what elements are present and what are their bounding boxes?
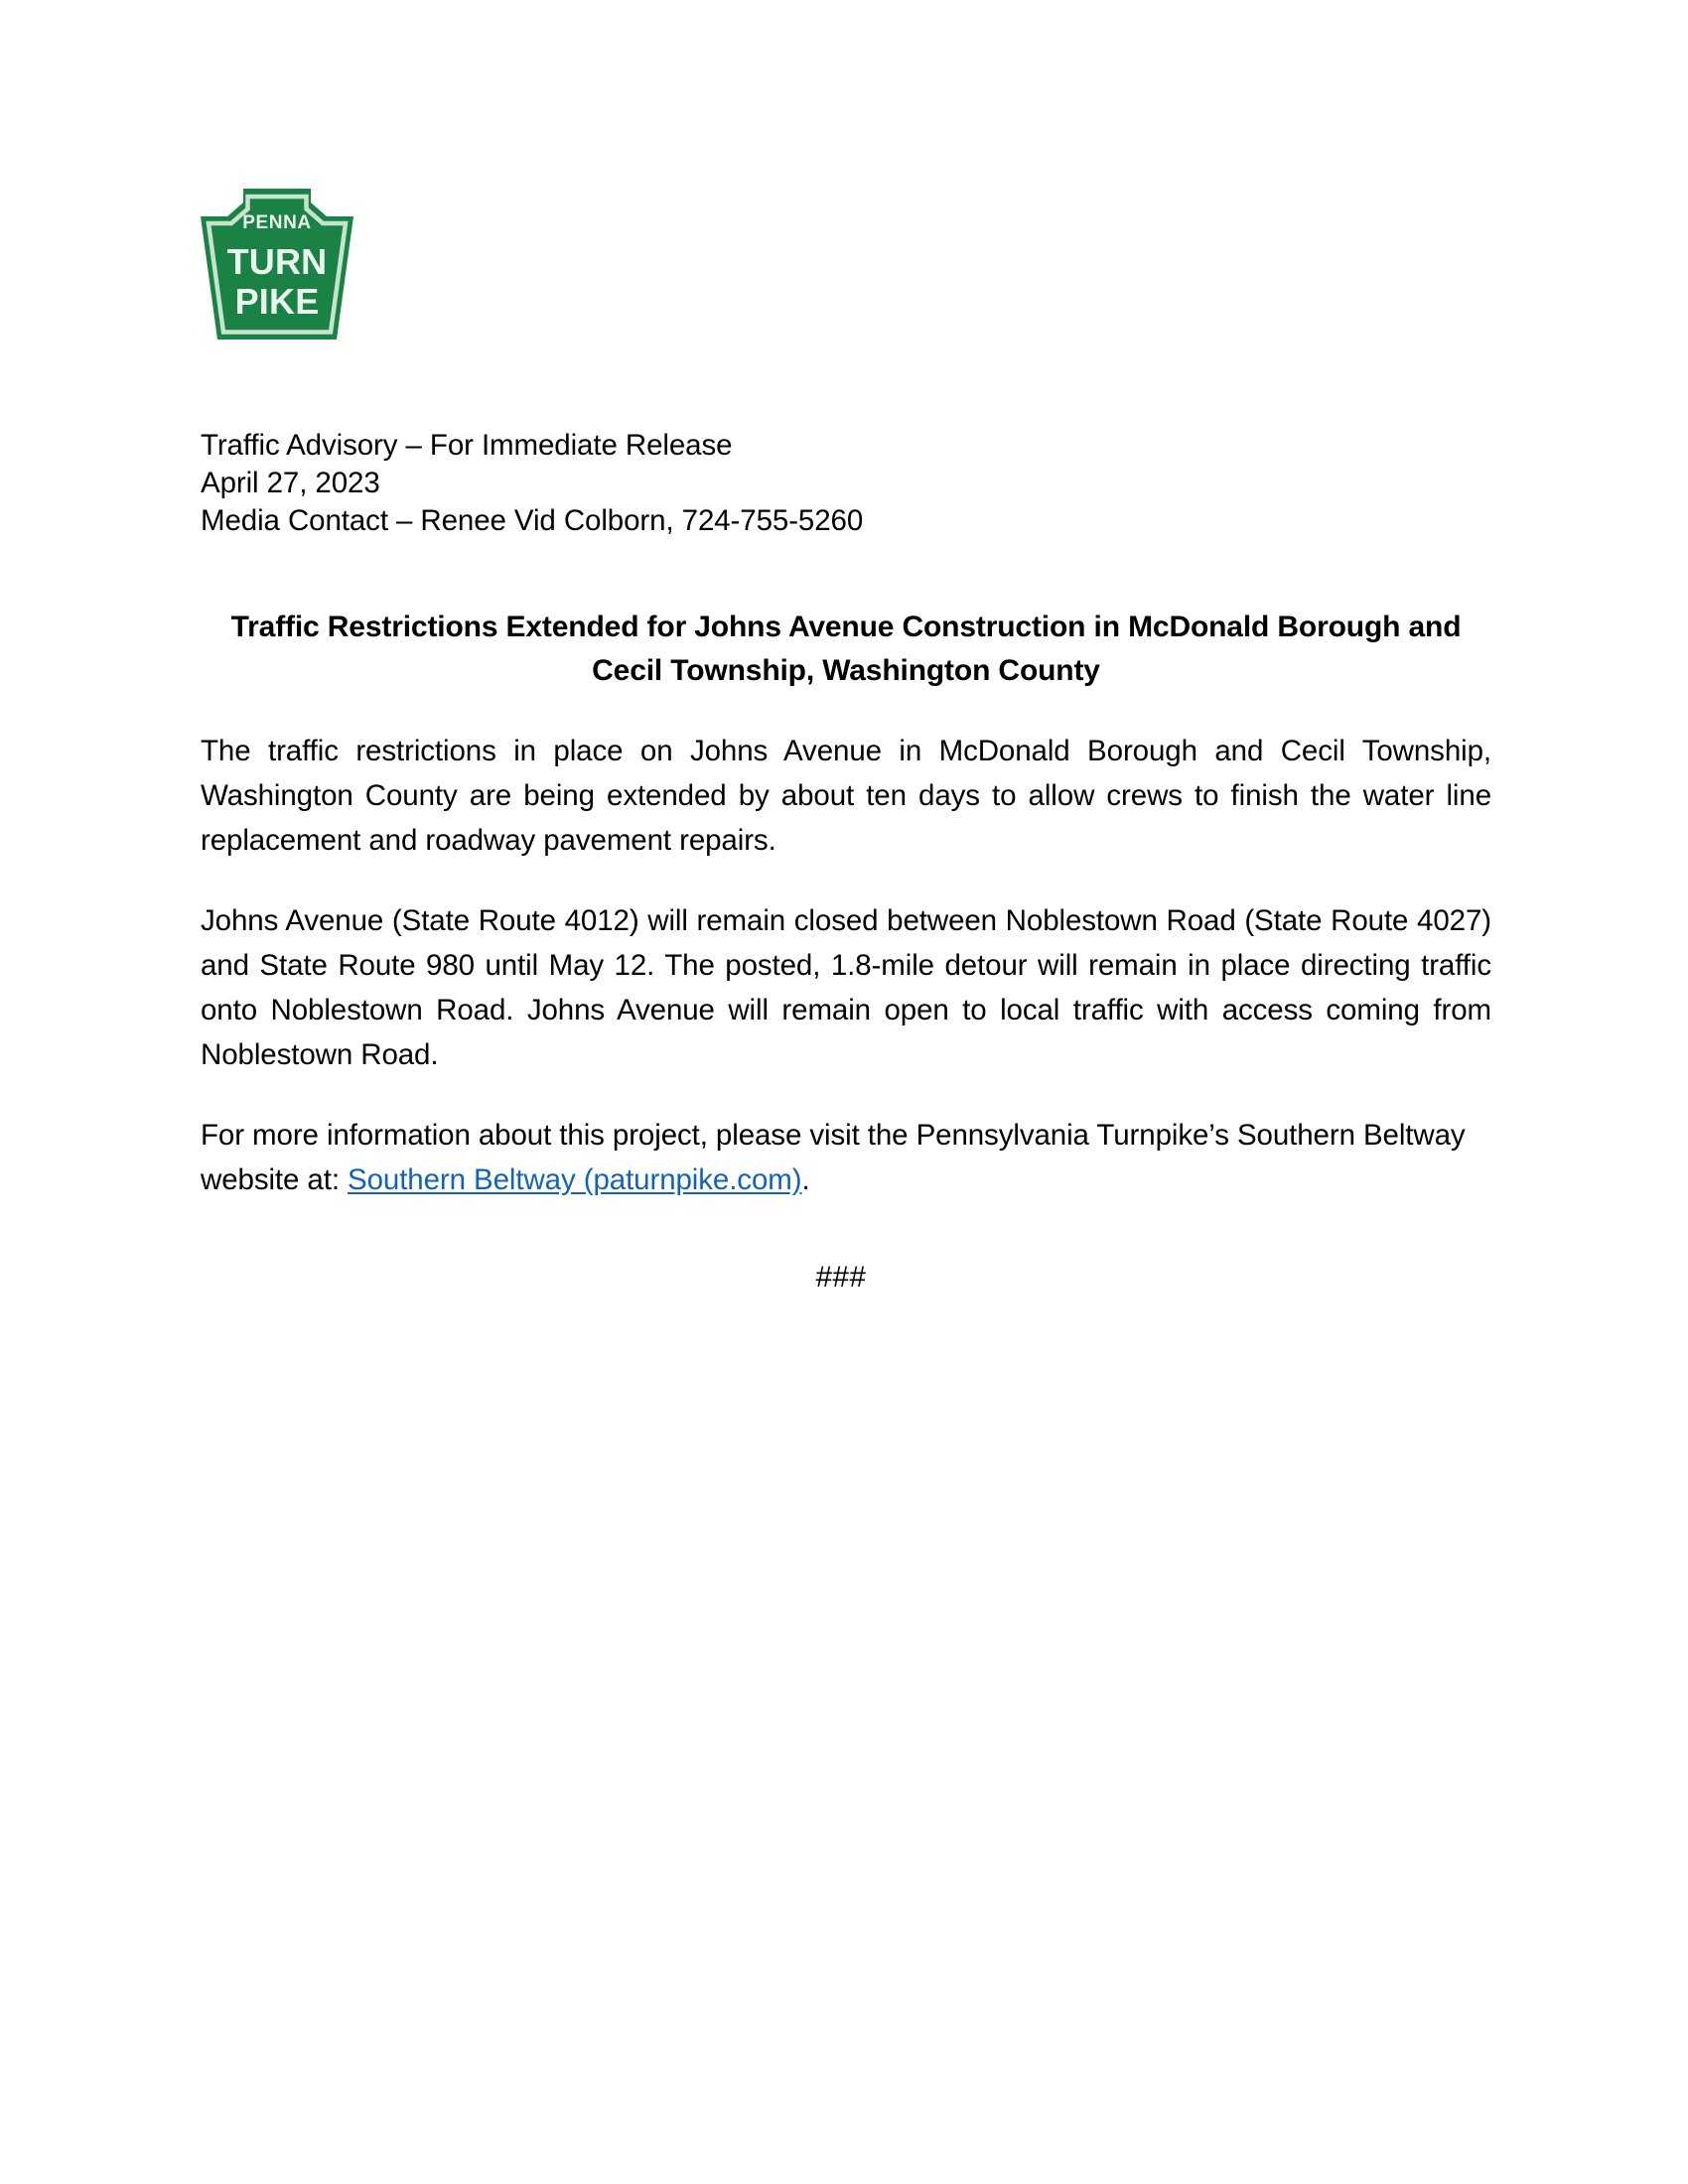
- release-meta-block: [201, 427, 1491, 540]
- page-title: Traffic Restrictions Extended for Johns Avenue Construction in McDonald Borough and Cecil Township, Washington County: [230, 611, 1462, 687]
- media-contact-line: Media Contact – Renee Vid Colborn, 724-755-5260: [201, 504, 864, 537]
- paragraph-three-lead-text: For more information about this project, please visit the Pennsylvania Turnpike’s Southern Beltway website at:: [201, 1119, 1466, 1196]
- paragraph-three: [201, 1113, 1491, 1202]
- document-body: [201, 427, 1491, 1297]
- end-of-release-marker: ###: [815, 1261, 867, 1294]
- pennsylvania-turnpike-logo: [197, 185, 357, 343]
- logo-pike-text: PIKE: [234, 281, 320, 322]
- logo-turn-text: TURN: [226, 241, 328, 282]
- release-type-line: Traffic Advisory – For Immediate Release: [201, 429, 733, 462]
- southern-beltway-link[interactable]: Southern Beltway (paturnpike.com): [348, 1163, 802, 1196]
- paragraph-three-trailing-text: .: [801, 1163, 810, 1196]
- paragraph-two: Johns Avenue (State Route 4012) will remain closed between Noblestown Road (State Route 4027) and State Route 980 until May 12. The posted, 1.8-mile detour will remain in place directing traffic onto Noblestown Road. Johns Avenue will remain open to local traffic with access coming from Noblestown Road.: [201, 904, 1491, 1071]
- paragraph-one: The traffic restrictions in place on Johns Avenue in McDonald Borough and Cecil Township, Washington County are being extended by about ten days to allow crews to finish the water line replacement and roadway pavement repairs.: [201, 735, 1491, 857]
- release-date-line: April 27, 2023: [201, 467, 380, 499]
- logo-penna-text: PENNA: [242, 212, 312, 233]
